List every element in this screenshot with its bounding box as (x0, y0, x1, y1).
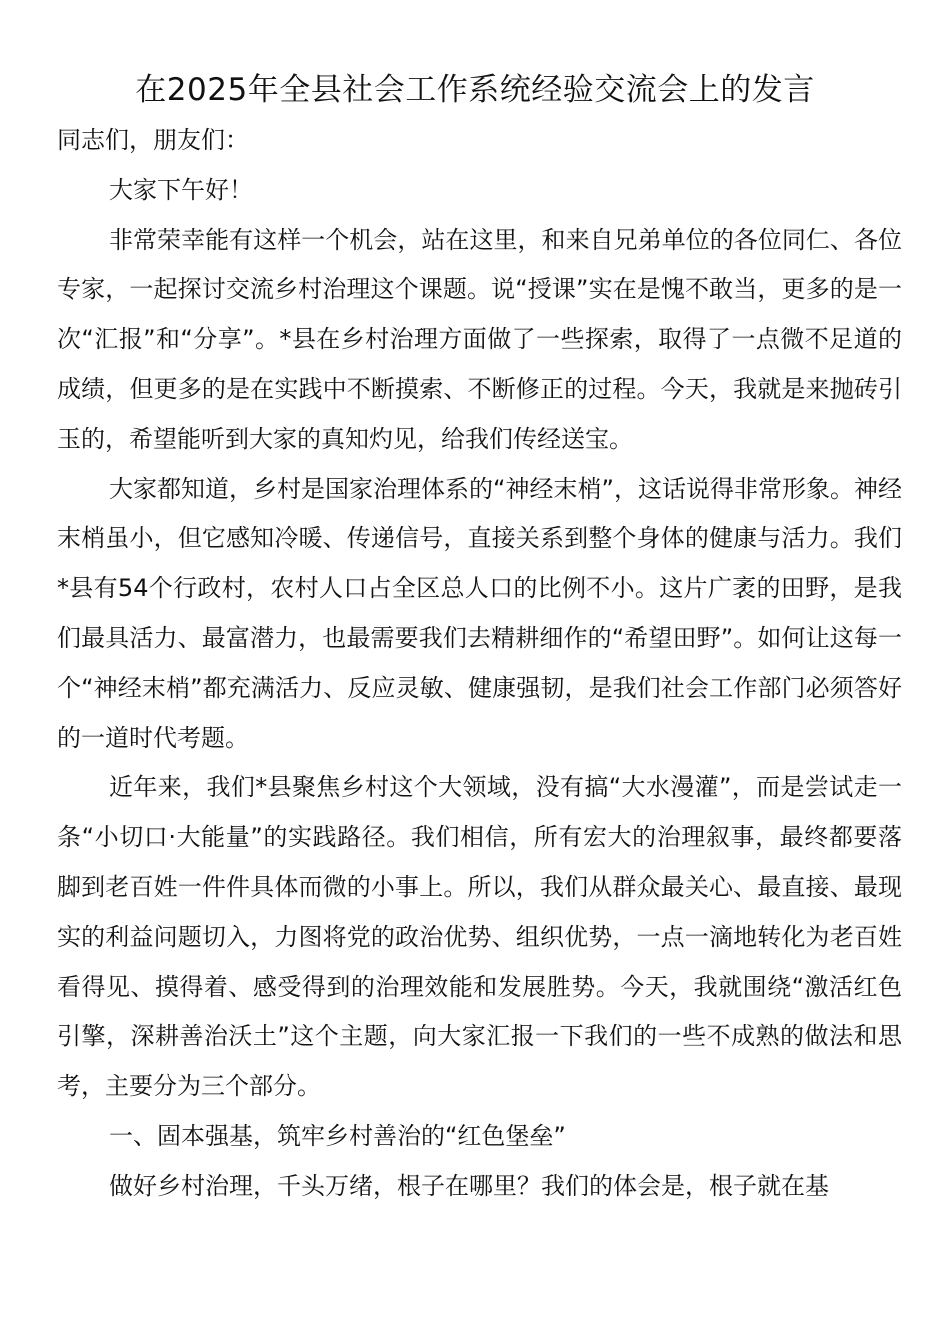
paragraph-section-1-start: 做好乡村治理，千头万绪，根子在哪里？我们的体会是，根子就在基 (109, 1171, 829, 1200)
page-title: 在2025年全县社会工作系统经验交流会上的发言 (135, 72, 815, 108)
paragraph-greeting: 大家下午好！ (109, 175, 253, 204)
paragraph-nerve-endings: 大家都知道，乡村是国家治理体系的“神经末梢”，这话说得非常形象。神经末梢虽小，但它感知冷暖、传递信号，直接关系到整个身体的健康与活力。我们*县有54个行政村，农村人口占全区总人口的比例不小。这片广袤的田野，是我们最具活力、最富潜力，也最需要我们去精耕细作的“希望田野”。如何让这每一个“神经末梢”都充满活力、反应灵敏、健康强韧，是我们社会工作部门必须答好的一道时代考题。 (57, 474, 902, 752)
document-body (57, 116, 902, 1212)
salutation: 同志们，朋友们： (57, 126, 249, 154)
paragraph-approach: 近年来，我们*县聚焦乡村这个大领域，没有搞“大水漫灌”，而是尝试走一条“小切口·大能量”的实践路径。我们相信，所有宏大的治理叙事，最终都要落脚到老百姓一件件具体而微的小事上。所以，我们从群众最关心、最直接、最现实的利益问题切入，力图将党的政治优势、组织优势，一点一滴地转化为老百姓看得见、摸得着、感受得到的治理效能和发展胜势。今天，我就围绕“激活红色引擎，深耕善治沃土”这个主题，向大家汇报一下我们的一些不成熟的做法和思考，主要分为三个部分。 (57, 773, 902, 1101)
paragraph-intro: 非常荣幸能有这样一个机会，站在这里，和来自兄弟单位的各位同仁、各位专家，一起探讨交流乡村治理这个课题。说“授课”实在是愧不敢当，更多的是一次“汇报”和“分享”。*县在乡村治理方面做了一些探索，取得了一点微不足道的成绩，但更多的是在实践中不断摸索、不断修正的过程。今天，我就是来抛砖引玉的，希望能听到大家的真知灼见，给我们传经送宝。 (57, 225, 902, 453)
section-heading-1: 一、固本强基，筑牢乡村善治的“红色堡垒” (109, 1121, 566, 1150)
